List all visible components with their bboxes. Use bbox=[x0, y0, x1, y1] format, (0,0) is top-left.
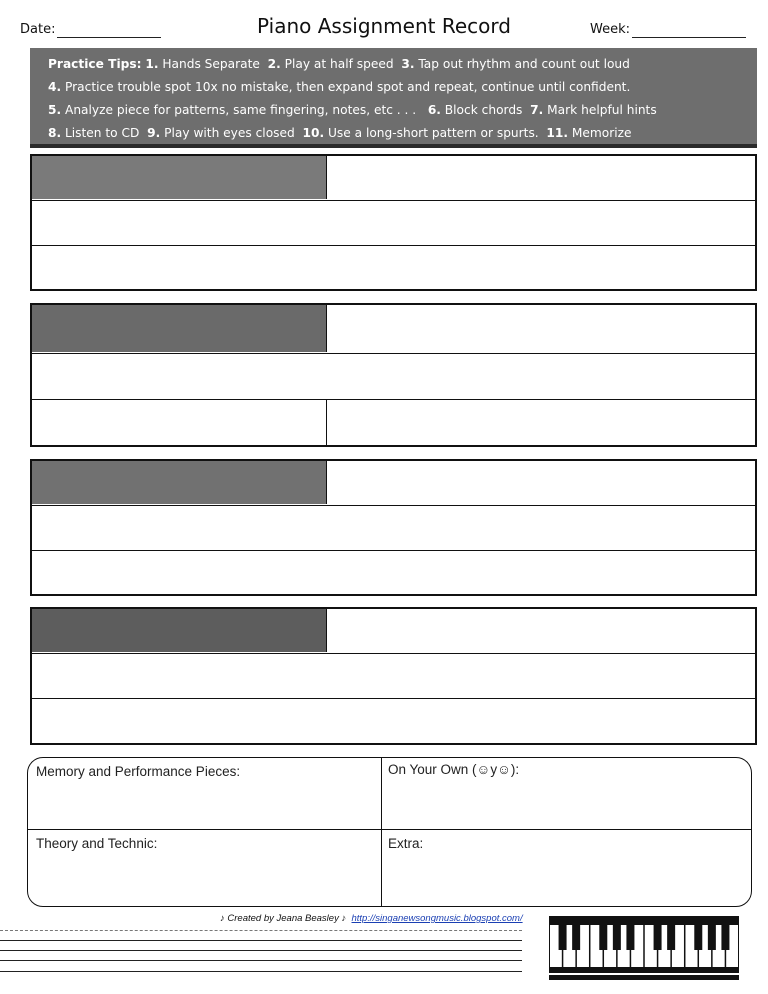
tip-number: 1. bbox=[145, 57, 159, 71]
piece-title-shade bbox=[32, 609, 327, 652]
tip-number: 6. bbox=[427, 103, 441, 117]
tip-number: 5. bbox=[48, 103, 62, 117]
tips-line-3 bbox=[48, 99, 757, 122]
tip-text: Hands Separate bbox=[158, 57, 260, 71]
black-key bbox=[599, 924, 607, 950]
piece-title-shade bbox=[32, 305, 327, 352]
notes-row[interactable] bbox=[32, 353, 755, 354]
tip-number: 10. bbox=[302, 126, 325, 140]
tip-text: Block chords bbox=[440, 103, 523, 117]
staff-line bbox=[0, 950, 522, 951]
staff-line bbox=[0, 971, 522, 972]
black-key bbox=[654, 924, 662, 950]
tip-text: Mark helpful hints bbox=[543, 103, 657, 117]
week-label: Week: bbox=[590, 22, 630, 37]
black-key bbox=[559, 924, 567, 950]
assignment-block-4 bbox=[30, 607, 757, 745]
notes-row[interactable] bbox=[32, 550, 755, 551]
tips-line-1 bbox=[48, 53, 757, 76]
notes-row[interactable] bbox=[32, 653, 755, 654]
tip-text: Play at half speed bbox=[280, 57, 394, 71]
notes-row[interactable] bbox=[32, 399, 755, 400]
tip-text: Practice trouble spot 10x no mistake, then expand spot and repeat, continue until confident. bbox=[61, 80, 631, 94]
black-key bbox=[708, 924, 716, 950]
tips-line-2 bbox=[48, 76, 757, 99]
notes-row[interactable] bbox=[32, 698, 755, 699]
black-key bbox=[694, 924, 702, 950]
row-divider bbox=[326, 400, 327, 447]
tip-text: Use a long-short pattern or spurts. bbox=[324, 126, 539, 140]
tip-text: Tap out rhythm and count out loud bbox=[414, 57, 630, 71]
summary-horizontal-divider bbox=[28, 829, 751, 830]
tip-text: Analyze piece for patterns, same fingering, notes, etc . . . bbox=[61, 103, 417, 117]
theory-technic-label: Theory and Technic: bbox=[36, 836, 158, 851]
tip-number: 9. bbox=[147, 126, 161, 140]
notes-row[interactable] bbox=[32, 505, 755, 506]
black-key bbox=[572, 924, 580, 950]
page-title: Piano Assignment Record bbox=[257, 14, 511, 38]
assignment-block-2 bbox=[30, 303, 757, 447]
tip-number: 11. bbox=[546, 126, 569, 140]
staff-line bbox=[0, 960, 522, 961]
credit-text: ♪ Created by Jeana Beasley ♪ bbox=[220, 913, 347, 924]
black-key bbox=[613, 924, 621, 950]
tip-number: 3. bbox=[401, 57, 415, 71]
notes-row[interactable] bbox=[32, 245, 755, 246]
piano-keyboard-icon bbox=[549, 916, 739, 980]
piece-title-shade bbox=[32, 156, 327, 199]
memory-performance-label: Memory and Performance Pieces: bbox=[36, 764, 241, 779]
tip-text: Listen to CD bbox=[61, 126, 140, 140]
practice-tips-banner bbox=[30, 48, 757, 148]
tip-number: 7. bbox=[530, 103, 544, 117]
notes-row[interactable] bbox=[32, 200, 755, 201]
piece-title-shade bbox=[32, 461, 327, 504]
black-key bbox=[721, 924, 729, 950]
tip-number: 2. bbox=[267, 57, 281, 71]
tip-text: Memorize bbox=[568, 126, 632, 140]
tip-number: 8. bbox=[48, 126, 62, 140]
summary-box bbox=[27, 757, 752, 907]
extra-label: Extra: bbox=[388, 836, 424, 851]
blog-link[interactable]: http://singanewsongmusic.blogspot.com/ bbox=[351, 913, 523, 924]
assignment-block-1 bbox=[30, 154, 757, 291]
assignment-block-3 bbox=[30, 459, 757, 596]
tip-text: Play with eyes closed bbox=[160, 126, 295, 140]
tips-heading: Practice Tips: bbox=[48, 57, 142, 71]
black-key bbox=[626, 924, 634, 950]
tip-number: 4. bbox=[48, 80, 62, 94]
credit-line bbox=[220, 913, 523, 924]
date-label: Date: bbox=[20, 22, 56, 37]
black-key bbox=[667, 924, 675, 950]
staff-line bbox=[0, 940, 522, 941]
week-line[interactable] bbox=[632, 36, 746, 38]
staff-line bbox=[0, 930, 522, 931]
tips-line-4 bbox=[48, 122, 757, 145]
on-your-own-label: On Your Own (☺y☺): bbox=[388, 762, 520, 777]
